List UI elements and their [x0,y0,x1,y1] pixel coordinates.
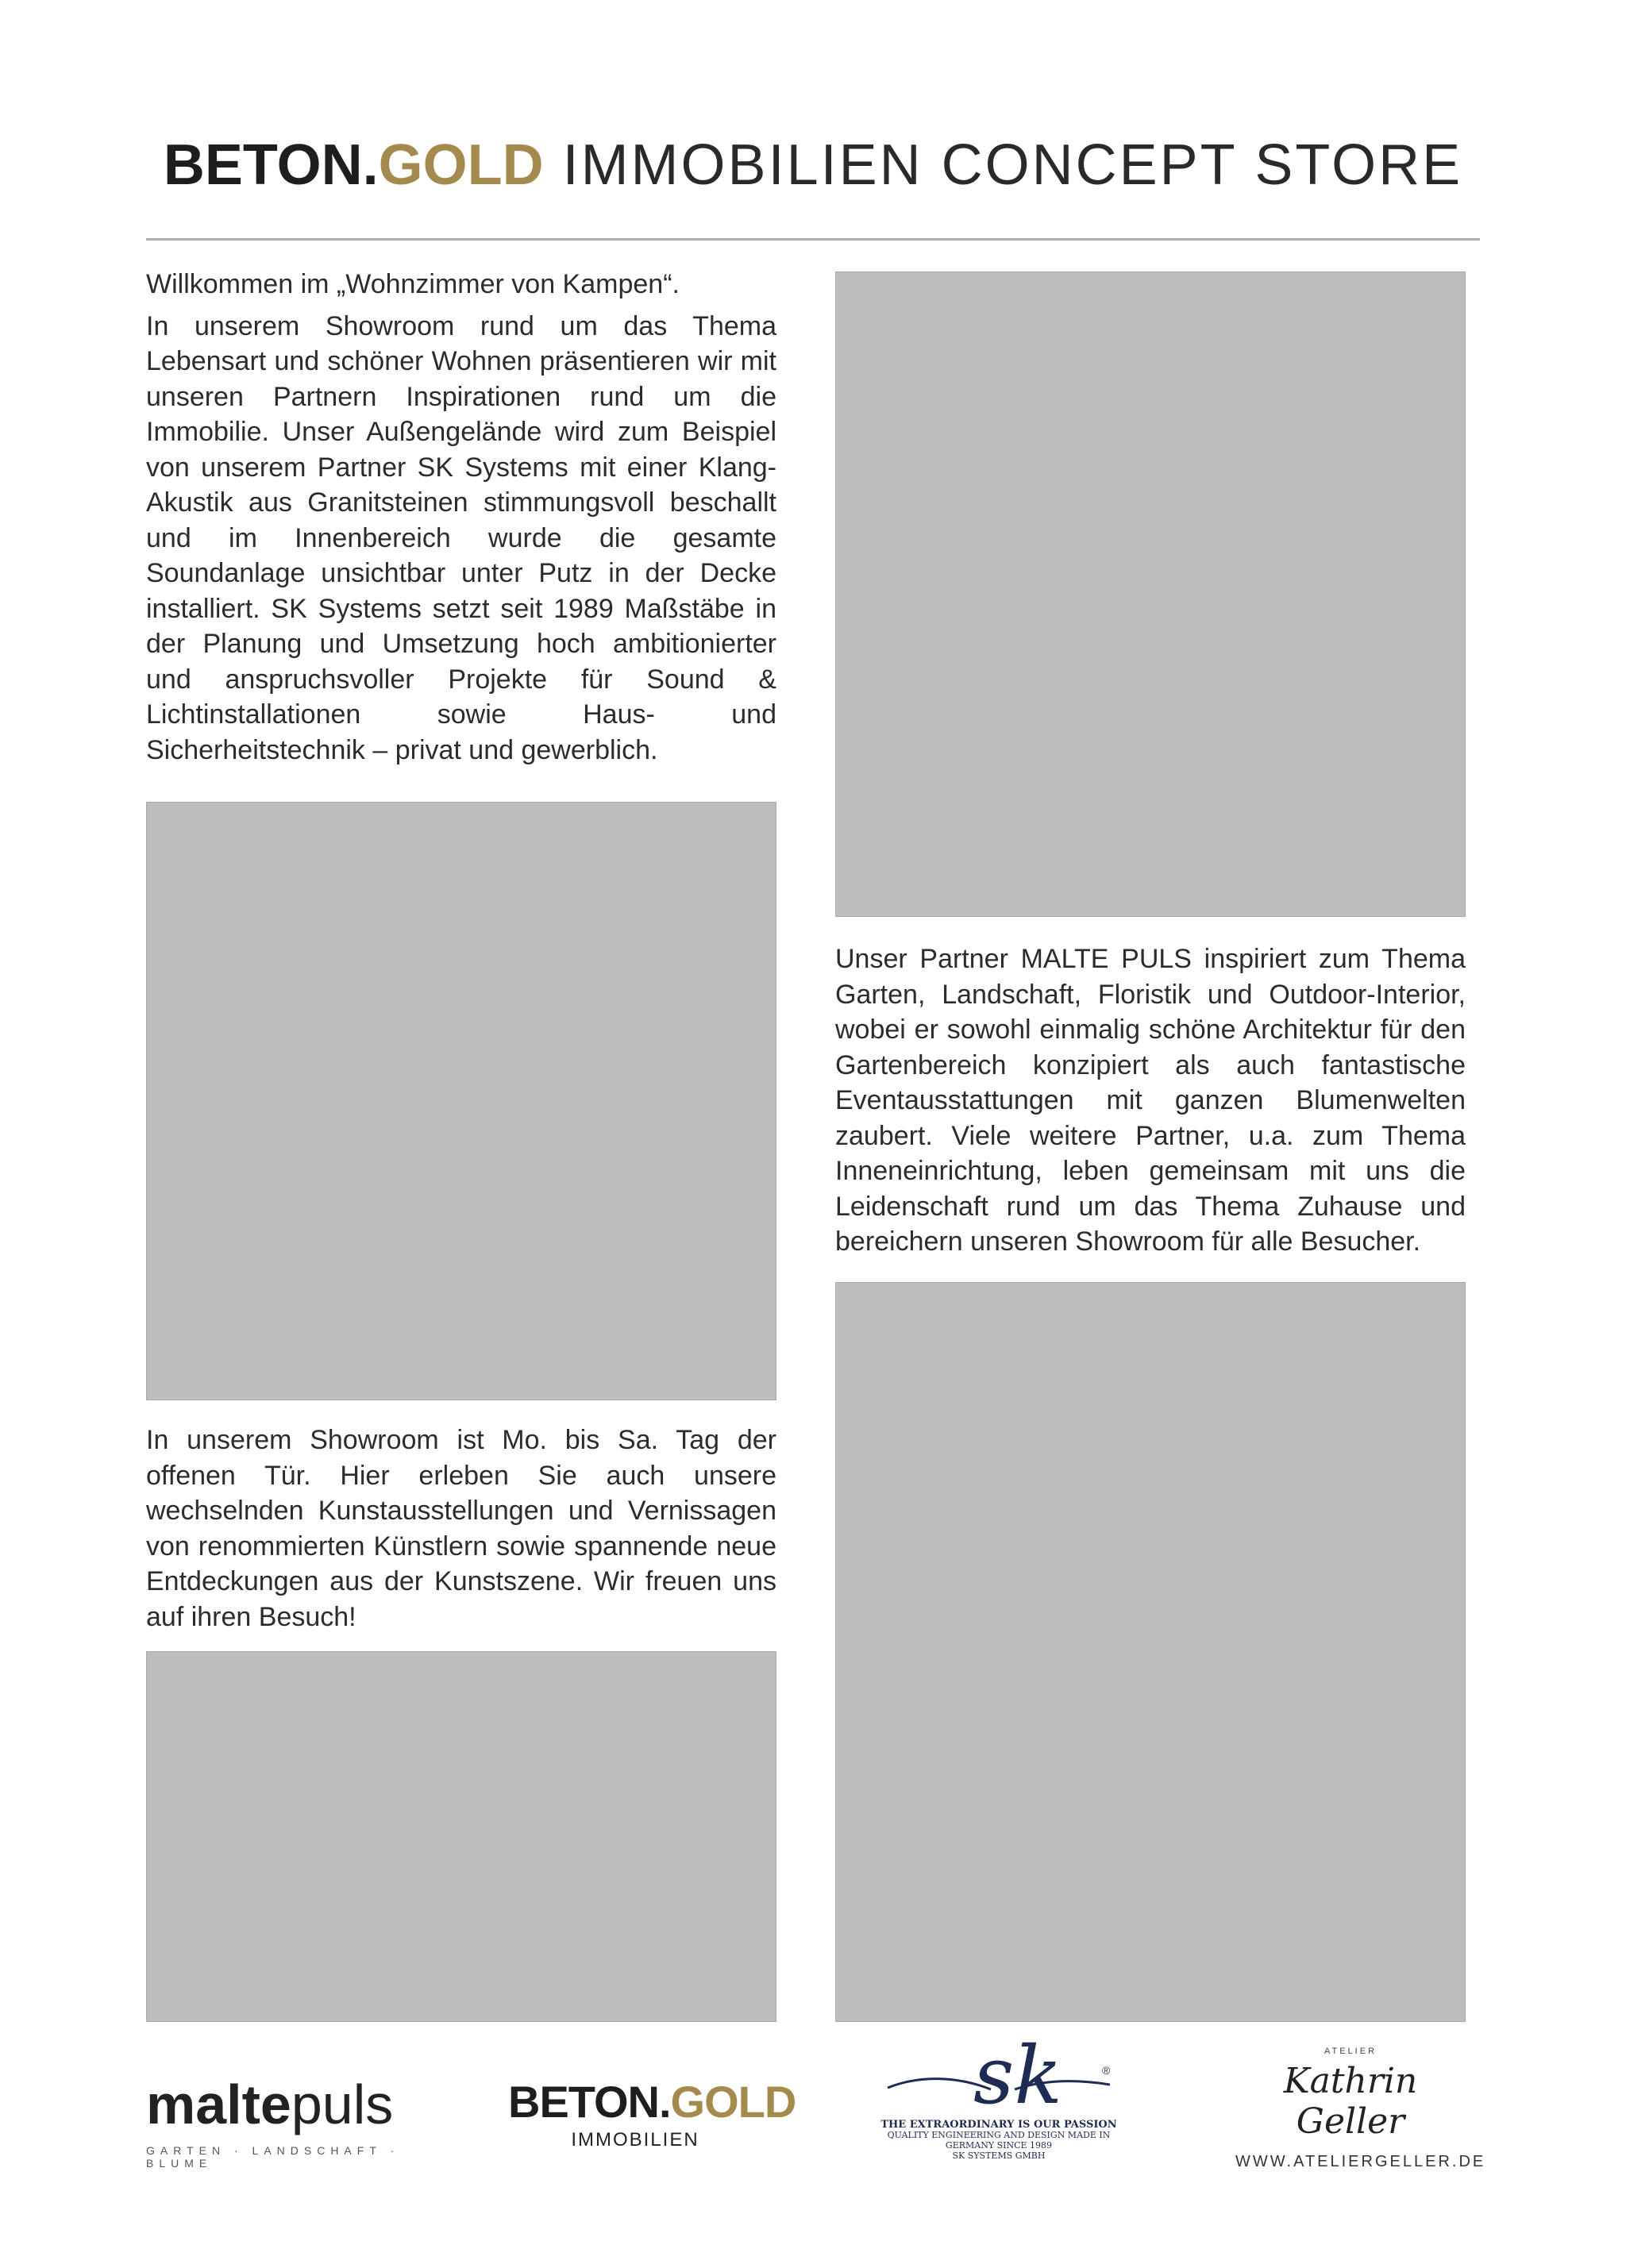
photo-vernissage-event [146,1651,776,2022]
page-header [0,133,1626,197]
logo-atelier-signature: Kathrin Geller [1283,2061,1418,2142]
brand-beton: BETON. [163,133,379,197]
partner-text-block [835,941,1466,1260]
header-divider [146,238,1480,241]
intro-greeting: Willkommen im „Wohnzimmer von Kampen“. [146,269,680,299]
logo-sk-line2: QUALITY ENGINEERING AND DESIGN MADE IN GERMANY SINCE 1989 [887,2130,1111,2151]
logo-sk-systems [880,2029,1118,2167]
logo-atelier-label: ATELIER [1324,2047,1377,2056]
logo-betongold-gold: GOLD [670,2077,796,2127]
logo-betongold-sub: IMMOBILIEN [571,2129,699,2151]
logo-sk-registered: ® [1102,2064,1111,2077]
photo-living-room [835,1282,1466,2022]
brand-gold: GOLD [378,133,544,197]
photo-thatched-house [835,271,1466,917]
photo-terrace-lounge [146,802,776,1400]
logo-atelier-url: WWW.ATELIERGELLER.DE [1235,2153,1486,2170]
logo-maltepuls [146,2076,400,2170]
logo-betongold [508,2077,796,2151]
logo-maltepuls-malte: malte [146,2074,291,2135]
logo-betongold-beton: BETON. [508,2077,671,2127]
intro-text-block [146,267,776,768]
logo-maltepuls-puls: puls [291,2074,394,2135]
showroom-body: In unserem Showroom ist Mo. bis Sa. Tag der offenen Tür. Hier erleben Sie auch unsere wechselnden Kunstausstellungen und Vernissagen von renommierten Künstlern sowie spannende neue Entdeckungen aus der Kunstszene. Wir freuen uns auf ihren Besuch! [146,1425,776,1632]
partner-body: Unser Partner MALTE PULS inspiriert zum Thema Garten, Landschaft, Floristik und Outdoor-Interior, wobei er sowohl einmalig schöne Architektur für den Gartenbereich konzipiert als auch fantastische Eventausstattungen mit ganzen Blumenwelten zaubert. Viele weitere Partner, u.a. zum Thema Inneneinrichtung, leben gemeinsam mit uns die Leidenschaft rund um das Thema Zuhause und bereichern unseren Showroom für alle Besucher. [835,944,1466,1257]
header-title: IMMOBILIEN CONCEPT STORE [562,133,1463,197]
logo-sk-tagline: THE EXTRAORDINARY IS OUR PASSION [880,2119,1117,2131]
intro-body: In unserem Showroom rund um das Thema Lebensart und schöner Wohnen präsentieren wir mit unseren Partnern Inspirationen rund um die Immobilie. Unser Außengelände wird zum Beispiel von unserem Partner SK Systems mit einer Klang-Akustik aus Granitsteinen stimmungsvoll beschallt und im Innenbereich wurde die gesamte Soundanlage unsichtbar unter Putz in der Decke installiert. SK Systems setzt seit 1989 Maßstäbe in der Planung und Umsetzung hoch ambitionierter und anspruchsvoller Projekte für Sound & Lichtinstallationen sowie Haus- und Sicherheitstechnik – privat und gewerblich. [146,310,776,765]
logo-sk-mark: sk [973,2029,1062,2122]
showroom-text-block [146,1423,776,1635]
logo-maltepuls-tagline: GARTEN · LANDSCHAFT · BLUME [146,2144,400,2170]
logo-atelier-geller [1235,2047,1486,2171]
logo-sk-line3: SK SYSTEMS GMBH [952,2151,1046,2161]
